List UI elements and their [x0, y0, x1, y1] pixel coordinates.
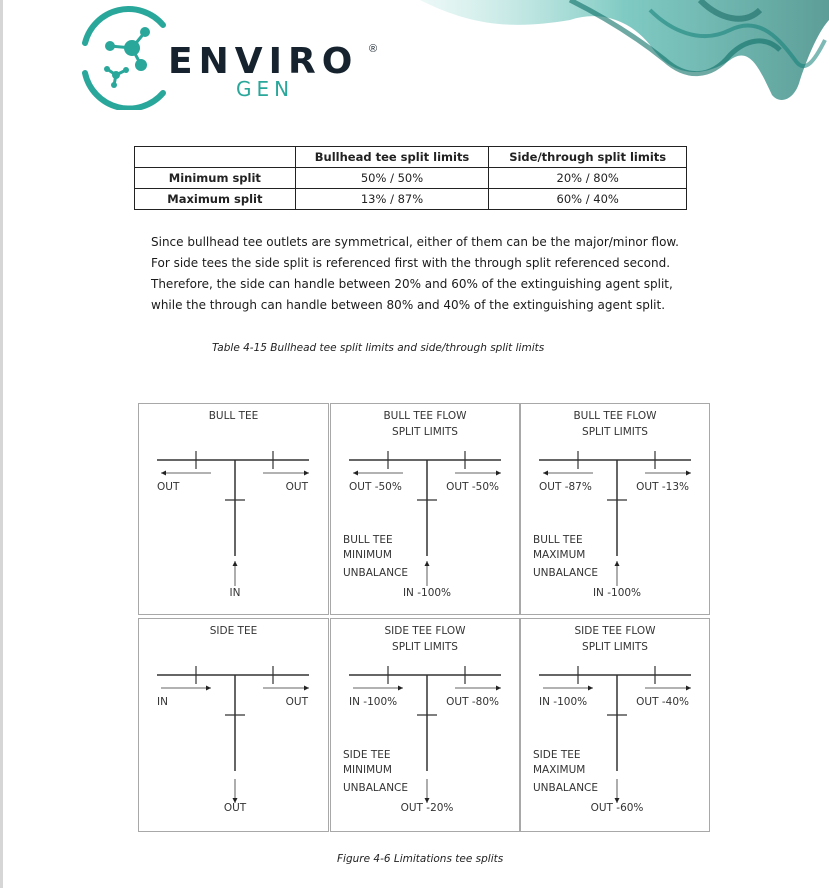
unbalance-note: MINIMUM	[343, 764, 392, 776]
unbalance-note: MAXIMUM	[533, 549, 586, 561]
bottom-port-label: OUT -20%	[400, 802, 454, 814]
table-cell: 50% / 50%	[295, 168, 489, 189]
tee-diagram-panel	[520, 403, 710, 615]
smoke-decoration	[400, 0, 829, 115]
arrowhead-icon	[304, 471, 309, 476]
right-port-label: OUT	[285, 696, 308, 708]
left-port-label: IN -100%	[539, 696, 588, 708]
tee-diagram-panel	[138, 403, 329, 615]
bottom-port-label: OUT -60%	[590, 802, 644, 814]
arrowhead-icon	[206, 686, 211, 691]
tee-diagram-panel	[520, 618, 710, 832]
table-cell: 60% / 40%	[489, 189, 687, 210]
unbalance-note: MAXIMUM	[533, 764, 586, 776]
table-cell: 20% / 80%	[489, 168, 687, 189]
panel-title: BULL TEE	[208, 410, 259, 422]
logo-subtitle: GEN	[236, 77, 295, 101]
unbalance-note: SIDE TEE	[533, 749, 581, 761]
panel-subtitle: SPLIT LIMITS	[392, 426, 458, 438]
arrowhead-icon	[161, 471, 166, 476]
molecule-logo-icon	[75, 5, 175, 110]
paragraph-line: Since bullhead tee outlets are symmetrical, either of them can be the major/minor flow.	[151, 235, 679, 249]
page-edge	[0, 0, 3, 888]
arrowhead-icon	[353, 471, 358, 476]
panel-title: SIDE TEE FLOW	[574, 625, 656, 637]
paragraph-line: Therefore, the side can handle between 20% and 60% of the extinguishing agent split,	[151, 277, 673, 291]
arrowhead-icon	[425, 561, 430, 566]
arrowhead-icon	[686, 471, 691, 476]
arrowhead-icon	[304, 686, 309, 691]
right-port-label: OUT -50%	[446, 481, 499, 493]
unbalance-note: MINIMUM	[343, 549, 392, 561]
tee-split-figure	[138, 403, 712, 830]
paragraph-line: For side tees the side split is referenced first with the through split referenced second.	[151, 256, 671, 270]
table-header-row	[135, 147, 687, 168]
row-label: Maximum split	[135, 189, 296, 210]
unbalance-note: UNBALANCE	[343, 567, 409, 579]
arrowhead-icon	[496, 471, 501, 476]
split-limits-table	[134, 146, 687, 210]
unbalance-note: UNBALANCE	[533, 567, 599, 579]
tee-diagram-panel	[330, 618, 520, 832]
arrowhead-icon	[543, 471, 548, 476]
unbalance-note: UNBALANCE	[533, 782, 599, 794]
panel-subtitle: SPLIT LIMITS	[582, 426, 648, 438]
panel-title: BULL TEE FLOW	[573, 410, 657, 422]
arrowhead-icon	[496, 686, 501, 691]
logo-wordmark: ENVIRO	[168, 41, 359, 82]
left-port-label: OUT	[157, 481, 180, 493]
arrowhead-icon	[615, 561, 620, 566]
table-row	[135, 168, 687, 189]
arrowhead-icon	[398, 686, 403, 691]
bottom-port-label: IN	[229, 587, 241, 599]
panel-title: BULL TEE FLOW	[383, 410, 467, 422]
unbalance-note: SIDE TEE	[343, 749, 391, 761]
figure-caption: Figure 4-6 Limitations tee splits	[337, 853, 504, 865]
body-paragraph	[151, 232, 691, 316]
bottom-port-label: IN -100%	[592, 587, 642, 599]
left-port-label: IN	[157, 696, 168, 708]
left-port-label: OUT -50%	[349, 481, 402, 493]
left-port-label: OUT -87%	[539, 481, 592, 493]
table-header-cell: Bullhead tee split limits	[295, 147, 489, 168]
envirogen-logo	[75, 5, 385, 110]
paragraph-line: while the through can handle between 80% and 40% of the extinguishing agent split.	[151, 298, 666, 312]
table-row	[135, 189, 687, 210]
bottom-port-label: IN -100%	[402, 587, 452, 599]
unbalance-note: BULL TEE	[533, 534, 583, 546]
table-cell: 13% / 87%	[295, 189, 489, 210]
panel-subtitle: SPLIT LIMITS	[582, 641, 648, 653]
right-port-label: OUT -80%	[446, 696, 499, 708]
logo-registered-mark: ®	[369, 43, 378, 55]
right-port-label: OUT	[285, 481, 308, 493]
tee-diagram-panel	[138, 618, 329, 832]
tee-diagram-panel	[330, 403, 520, 615]
arrowhead-icon	[233, 561, 238, 566]
left-port-label: IN -100%	[349, 696, 398, 708]
table-header-cell	[135, 147, 296, 168]
tee-pipe-drawing	[139, 404, 328, 614]
table-header-cell: Side/through split limits	[489, 147, 687, 168]
bottom-port-label: OUT	[223, 802, 247, 814]
panel-subtitle: SPLIT LIMITS	[392, 641, 458, 653]
unbalance-note: BULL TEE	[343, 534, 393, 546]
panel-title: SIDE TEE	[209, 625, 258, 637]
arrowhead-icon	[686, 686, 691, 691]
right-port-label: OUT -13%	[636, 481, 689, 493]
right-port-label: OUT -40%	[636, 696, 689, 708]
row-label: Minimum split	[135, 168, 296, 189]
panel-title: SIDE TEE FLOW	[384, 625, 466, 637]
arrowhead-icon	[588, 686, 593, 691]
unbalance-note: UNBALANCE	[343, 782, 409, 794]
table-caption: Table 4-15 Bullhead tee split limits and side/through split limits	[212, 342, 545, 354]
tee-pipe-drawing	[139, 619, 328, 831]
